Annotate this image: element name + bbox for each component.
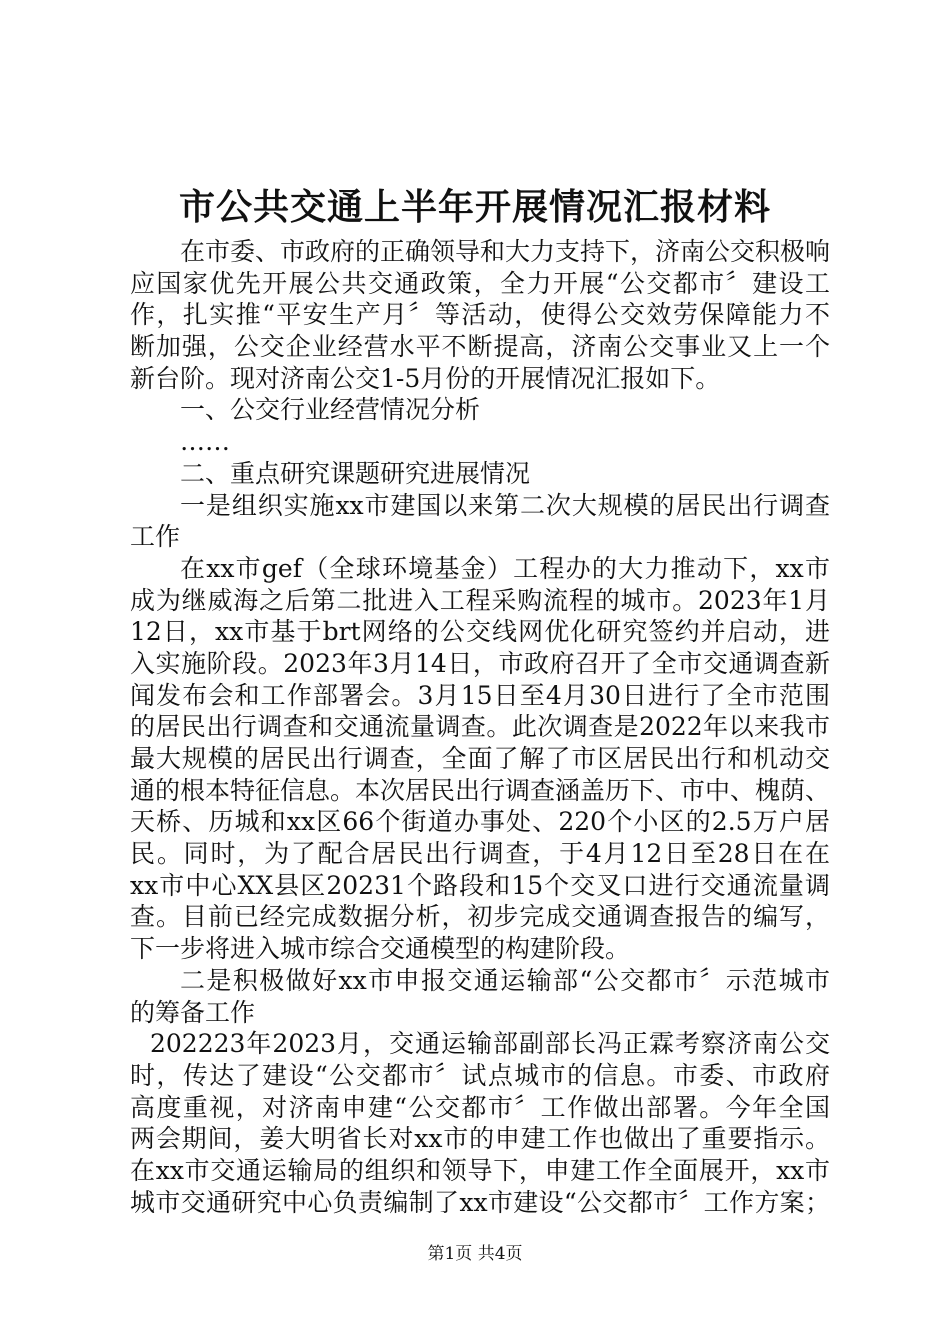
subsection-heading: 的筹备工作 xyxy=(130,997,256,1027)
text-line: 城市交通研究中心负责编制了xx市建设“公交都市〞工作方案； xyxy=(130,1187,830,1217)
text-line: 作，扎实推“平安生产月〞等活动，使得公交效劳保障能力不 xyxy=(130,300,830,330)
text-line: 最大规模的居民出行调查，全面了解了市区居民出行和机动交 xyxy=(130,744,830,773)
text-line: 的居民出行调查和交通流量调查。此次调查是2022年以来我市 xyxy=(130,712,830,742)
text-line: 在xx市gef（全球环境基金）工程办的大力推动下，xx市 xyxy=(180,553,830,583)
text-line: 下一步将进入城市综合交通模型的构建阶段。 xyxy=(130,934,631,964)
text-line: xx市中心XX县区20231个路段和15个交叉口进行交通流量调 xyxy=(130,870,830,900)
section-heading: 一、公交行业经营情况分析 xyxy=(180,395,481,425)
text-line: 两会期间，姜大明省长对xx市的申建工作也做出了重要指示。 xyxy=(130,1124,830,1154)
subsection-heading: 一是组织实施xx市建国以来第二次大规模的居民出行调查 xyxy=(180,490,830,520)
text-line: 入实施阶段。2023年3月14日，市政府召开了全市交通调查新 xyxy=(130,648,830,678)
page-title: 市公共交通上半年开展情况汇报材料 xyxy=(178,186,771,228)
text-line: 天桥、历城和xx区66个街道办事处、220个小区的2.5万户居 xyxy=(130,807,830,837)
text-line: 在市委、市政府的正确领导和大力支持下，济南公交积极响 xyxy=(180,237,830,266)
subsection-heading: 二是积极做好xx市申报交通运输部“公交都市〞示范城市 xyxy=(180,965,830,995)
document-body xyxy=(130,236,830,1218)
text-line: 高度重视，对济南申建“公交都市〞工作做出部署。今年全国 xyxy=(130,1092,830,1122)
text-line: 时，传达了建设“公交都市〞试点城市的信息。市委、市政府 xyxy=(130,1060,830,1090)
text-line: 202223年2023月，交通运输部副部长冯正霖考察济南公交 xyxy=(150,1029,830,1059)
text-line: 在xx市交通运输局的组织和领导下，申建工作全面展开，xx市 xyxy=(130,1155,830,1185)
text-line: 通的根本特征信息。本次居民出行调查涵盖历下、市中、槐荫、 xyxy=(130,775,830,805)
text-line: 成为继威海之后第二批进入工程采购流程的城市。2023年1月 xyxy=(130,585,830,615)
text-line: 12日，xx市基于brt网络的公交线网优化研究签约并启动，进 xyxy=(130,617,830,647)
page-number: 第1页 共4页 xyxy=(427,1244,523,1264)
section-heading: 二、重点研究课题研究进展情况 xyxy=(180,458,531,488)
subsection-heading: 工作 xyxy=(130,522,181,552)
ellipsis-line: …… xyxy=(180,427,230,457)
text-line: 民。同时，为了配合居民出行调查，于4月12日至28日在在 xyxy=(130,839,830,869)
text-line: 断加强，公交企业经营水平不断提高，济南公交事业又上一个 xyxy=(130,332,830,362)
text-line: 查。目前已经完成数据分析，初步完成交通调查报告的编写， xyxy=(130,902,830,932)
text-line: 新台阶。现对济南公交1-5月份的开展情况汇报如下。 xyxy=(130,363,721,393)
text-line: 应国家优先开展公共交通政策，全力开展“公交都市〞建设工 xyxy=(130,268,830,298)
text-line: 闻发布会和工作部署会。3月15日至4月30日进行了全市范围 xyxy=(130,680,830,710)
